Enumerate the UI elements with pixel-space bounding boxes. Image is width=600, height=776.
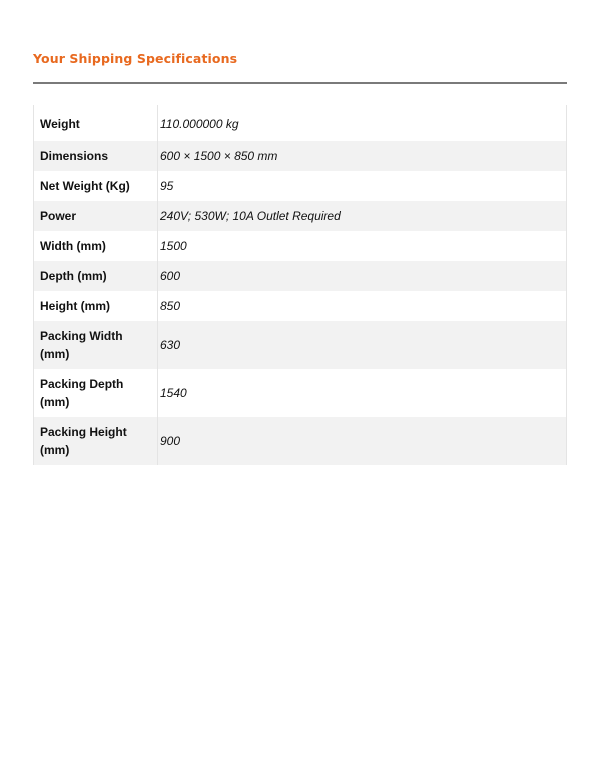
- spec-row-depth: [34, 261, 567, 291]
- spec-value: 600: [158, 261, 567, 291]
- spec-label: Weight: [34, 105, 158, 141]
- spec-label: Dimensions: [34, 141, 158, 171]
- spec-value: 1540: [158, 369, 567, 417]
- title-divider: [33, 82, 567, 84]
- spec-row-power: [34, 201, 567, 231]
- spec-label: Net Weight (Kg): [34, 171, 158, 201]
- spec-label: Packing Height (mm): [34, 417, 158, 465]
- spec-value: 95: [158, 171, 567, 201]
- spec-row-net-weight: [34, 171, 567, 201]
- spec-label: Packing Width (mm): [34, 321, 158, 369]
- spec-value: 850: [158, 291, 567, 321]
- spec-value: 1500: [158, 231, 567, 261]
- spec-row-dimensions: [34, 141, 567, 171]
- spec-row-packing-depth: [34, 369, 567, 417]
- spec-value: 900: [158, 417, 567, 465]
- spec-label: Height (mm): [34, 291, 158, 321]
- spec-row-weight: [34, 105, 567, 141]
- spec-value: 630: [158, 321, 567, 369]
- spec-value: 600 × 1500 × 850 mm: [158, 141, 567, 171]
- spec-label: Width (mm): [34, 231, 158, 261]
- page-title: Your Shipping Specifications: [33, 51, 238, 66]
- shipping-spec-table: [33, 105, 567, 465]
- spec-label: Power: [34, 201, 158, 231]
- spec-value: 110.000000 kg: [158, 105, 567, 141]
- spec-value: 240V; 530W; 10A Outlet Required: [158, 201, 567, 231]
- spec-label: Packing Depth (mm): [34, 369, 158, 417]
- spec-row-packing-width: [34, 321, 567, 369]
- spec-row-packing-height: [34, 417, 567, 465]
- spec-row-width: [34, 231, 567, 261]
- spec-label: Depth (mm): [34, 261, 158, 291]
- spec-row-height: [34, 291, 567, 321]
